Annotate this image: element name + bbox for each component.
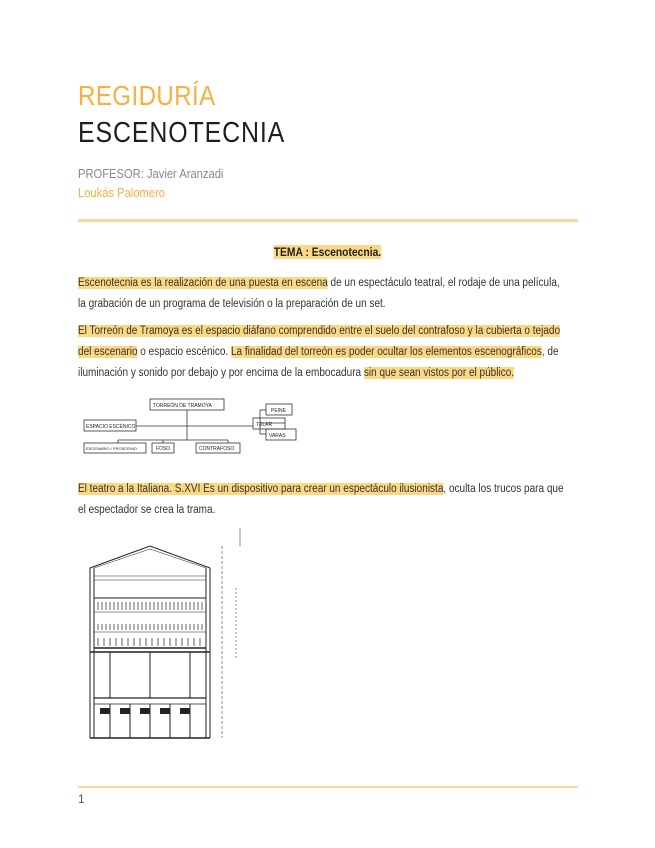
torreon-highlight-a: El Torreón de Tramoya es el espacio diáfano comprendido entre el suelo del contrafoso y la cubierta o tejado del escenario: [78, 325, 561, 358]
diagram-peine-label: PEINE: [271, 408, 287, 414]
diagram-espacio-sub-label: ESCENARIO / PROSCENIO: [86, 446, 137, 451]
diagram-contrafoso-label: CONTRAFOSO: [199, 446, 235, 452]
paragraph-torreon: [78, 321, 570, 384]
diagram-telar-label: TELAR: [256, 422, 273, 428]
page-number: 1: [78, 792, 85, 806]
definition-highlight: Escenotecnia es la realización de una puesta en escena: [78, 277, 328, 289]
subject-title: REGIDURÍA: [78, 80, 216, 111]
professor-line: PROFESOR: Javier Aranzadi: [78, 166, 224, 181]
header-divider: [78, 219, 578, 222]
footer-divider: [78, 786, 578, 788]
topic-heading: [0, 245, 655, 259]
paragraph-italiana: [78, 479, 570, 521]
definition-text: de un espectáculo teatral, el rodaje de una película, la grabación de un programa de televisión o la preparación de un set.: [78, 277, 560, 310]
diagram-espacio-label: ESPACIO ESCÉNICO: [86, 424, 136, 430]
diagram-torreon-label: TORREÓN DE TRAMOYA: [153, 403, 212, 409]
paragraph-definition: [78, 273, 570, 315]
italiana-highlight: El teatro a la Italiana. S.XVI Es un dispositivo para crear un espectáculo ilusionista: [78, 483, 444, 495]
torreon-highlight-c: sin que sean vistos por el público.: [363, 367, 515, 379]
torreon-text-b: , de iluminación y sonido por debajo y por encima de la embocadura: [78, 346, 559, 379]
italiana-text: , oculta los trucos para que el espectador se crea la trama.: [78, 483, 564, 516]
topic-heading-text: TEMA : Escenotecnia.: [273, 245, 382, 259]
diagram-foso-label: FOSO: [156, 446, 171, 452]
course-title: ESCENOTECNIA: [78, 117, 286, 149]
author-name: Loukás Palomero: [78, 185, 166, 200]
diagram-varas-label: VARAS: [269, 433, 286, 439]
torreon-highlight-b: La finalidad del torreón es poder ocultar los elementos escenográficos: [230, 346, 542, 358]
stage-section-drawing: [80, 528, 250, 746]
torreon-diagram: [78, 396, 308, 458]
torreon-text-a: o espacio escénico.: [137, 346, 231, 358]
